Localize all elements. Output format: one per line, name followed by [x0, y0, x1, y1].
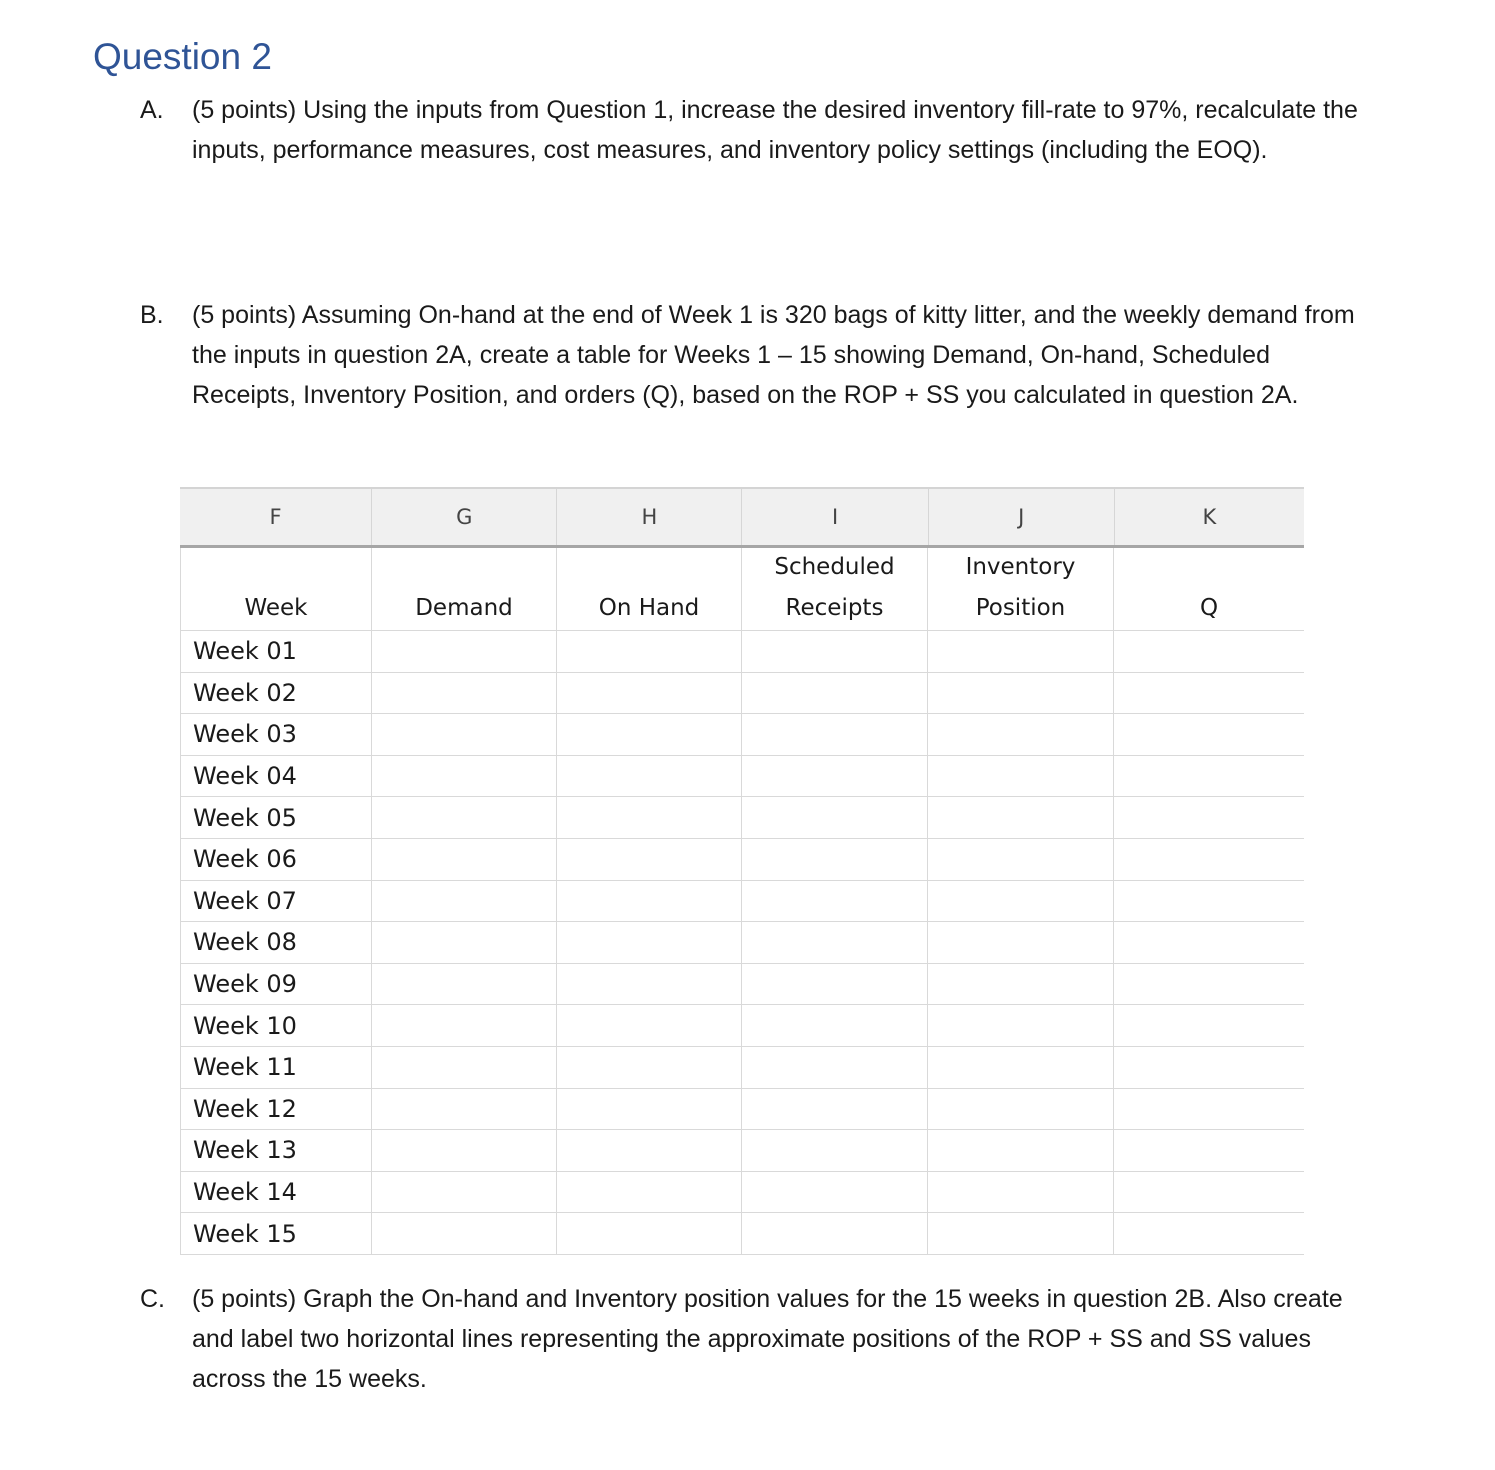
scheduled-receipts-cell[interactable]: [742, 756, 928, 797]
column-letter[interactable]: F: [180, 489, 372, 545]
column-letter[interactable]: J: [929, 489, 1115, 545]
inventory-position-cell[interactable]: [928, 797, 1114, 838]
table-row: [180, 631, 1304, 673]
demand-cell[interactable]: [372, 1089, 557, 1130]
demand-cell[interactable]: [372, 1172, 557, 1213]
table-row: [180, 1213, 1304, 1255]
inventory-position-cell[interactable]: [928, 1047, 1114, 1088]
demand-cell[interactable]: [372, 1130, 557, 1171]
scheduled-receipts-cell[interactable]: [742, 1047, 928, 1088]
scheduled-receipts-cell[interactable]: [742, 1089, 928, 1130]
inventory-position-cell[interactable]: [928, 631, 1114, 672]
header-on-hand[interactable]: [557, 548, 742, 630]
inventory-position-cell[interactable]: [928, 756, 1114, 797]
table-row: [180, 922, 1304, 964]
demand-cell[interactable]: [372, 673, 557, 714]
on-hand-cell[interactable]: [557, 881, 742, 922]
table-row: [180, 1089, 1304, 1131]
q-cell[interactable]: [1114, 922, 1304, 963]
inventory-position-cell[interactable]: [928, 881, 1114, 922]
week-cell[interactable]: Week 12: [180, 1089, 372, 1130]
on-hand-cell[interactable]: [557, 839, 742, 880]
scheduled-receipts-cell[interactable]: [742, 1005, 928, 1046]
scheduled-receipts-cell[interactable]: [742, 714, 928, 755]
week-cell[interactable]: Week 03: [180, 714, 372, 755]
on-hand-cell[interactable]: [557, 964, 742, 1005]
q-cell[interactable]: [1114, 1172, 1304, 1213]
scheduled-receipts-cell[interactable]: [742, 673, 928, 714]
week-cell[interactable]: Week 05: [180, 797, 372, 838]
week-cell[interactable]: Week 14: [180, 1172, 372, 1213]
scheduled-receipts-cell[interactable]: [742, 881, 928, 922]
table-row: [180, 1047, 1304, 1089]
table-row: [180, 756, 1304, 798]
inventory-position-cell[interactable]: [928, 1005, 1114, 1046]
q-cell[interactable]: [1114, 839, 1304, 880]
page-title: Question 2: [93, 36, 272, 77]
q-cell[interactable]: [1114, 1005, 1304, 1046]
demand-cell[interactable]: [372, 797, 557, 838]
week-cell[interactable]: Week 11: [180, 1047, 372, 1088]
inventory-position-cell[interactable]: [928, 964, 1114, 1005]
header-week[interactable]: [180, 548, 372, 630]
inventory-position-cell[interactable]: [928, 714, 1114, 755]
week-cell[interactable]: Week 15: [180, 1213, 372, 1254]
header-line2: Demand: [415, 595, 513, 621]
inventory-position-cell[interactable]: [928, 1130, 1114, 1171]
question-text: (5 points) Assuming On-hand at the end of Week 1 is 320 bags of kitty litter, and the weekly demand from the inputs in question 2A, create a table for Weeks 1 – 15 showing Demand, On-hand, Scheduled Receipts, Inventory Position, and orders (Q), based on the ROP + SS you calculated in question 2A.: [192, 301, 1355, 409]
scheduled-receipts-cell[interactable]: [742, 839, 928, 880]
scheduled-receipts-cell[interactable]: [742, 797, 928, 838]
on-hand-cell[interactable]: [557, 756, 742, 797]
demand-cell[interactable]: [372, 964, 557, 1005]
q-cell[interactable]: [1114, 881, 1304, 922]
header-line2: Week: [244, 595, 308, 621]
scheduled-receipts-cell[interactable]: [742, 1172, 928, 1213]
scheduled-receipts-cell[interactable]: [742, 1213, 928, 1254]
demand-cell[interactable]: [372, 922, 557, 963]
table-row: [180, 714, 1304, 756]
inventory-position-cell[interactable]: [928, 922, 1114, 963]
q-cell[interactable]: [1114, 1047, 1304, 1088]
on-hand-cell[interactable]: [557, 714, 742, 755]
q-cell[interactable]: [1114, 1089, 1304, 1130]
on-hand-cell[interactable]: [557, 1130, 742, 1171]
week-cell[interactable]: Week 09: [180, 964, 372, 1005]
header-line1: Scheduled: [774, 554, 895, 580]
on-hand-cell[interactable]: [557, 1172, 742, 1213]
on-hand-cell[interactable]: [557, 797, 742, 838]
on-hand-cell[interactable]: [557, 631, 742, 672]
table-row: [180, 1172, 1304, 1214]
spreadsheet-table: [180, 487, 1304, 1255]
table-row: [180, 839, 1304, 881]
demand-cell[interactable]: [372, 1213, 557, 1254]
inventory-position-cell[interactable]: [928, 839, 1114, 880]
table-row: [180, 1130, 1304, 1172]
q-cell[interactable]: [1114, 673, 1304, 714]
header-line1: Inventory: [965, 554, 1076, 580]
q-cell[interactable]: [1114, 714, 1304, 755]
week-cell[interactable]: Week 02: [180, 673, 372, 714]
scheduled-receipts-cell[interactable]: [742, 631, 928, 672]
question-text: (5 points) Graph the On-hand and Inventory position values for the 15 weeks in question 2B. Also create and label two horizontal lines representing the approximate positions of the ROP + SS and SS values across the 15 weeks.: [192, 1285, 1343, 1393]
scheduled-receipts-cell[interactable]: [742, 964, 928, 1005]
column-letter[interactable]: I: [742, 489, 928, 545]
on-hand-cell[interactable]: [557, 1089, 742, 1130]
table-header-row: [180, 548, 1304, 631]
table-row: [180, 673, 1304, 715]
header-line2: Receipts: [785, 595, 884, 621]
inventory-position-cell[interactable]: [928, 1089, 1114, 1130]
week-cell[interactable]: Week 08: [180, 922, 372, 963]
inventory-position-cell[interactable]: [928, 1172, 1114, 1213]
column-letter[interactable]: K: [1202, 505, 1217, 529]
scheduled-receipts-cell[interactable]: [742, 922, 928, 963]
q-cell[interactable]: [1114, 631, 1304, 672]
week-cell[interactable]: Week 10: [180, 1005, 372, 1046]
question-marker: C.: [140, 1285, 165, 1313]
q-cell[interactable]: [1114, 1213, 1304, 1254]
on-hand-cell[interactable]: [557, 673, 742, 714]
question-marker: A.: [140, 96, 164, 124]
demand-cell[interactable]: [372, 714, 557, 755]
demand-cell[interactable]: [372, 756, 557, 797]
week-cell[interactable]: Week 01: [180, 631, 372, 672]
demand-cell[interactable]: [372, 1047, 557, 1088]
week-cell[interactable]: Week 06: [180, 839, 372, 880]
inventory-position-cell[interactable]: [928, 1213, 1114, 1254]
header-q[interactable]: [1114, 548, 1304, 630]
demand-cell[interactable]: [372, 631, 557, 672]
q-cell[interactable]: [1114, 797, 1304, 838]
question-marker: B.: [140, 301, 164, 329]
table-row: [180, 964, 1304, 1006]
demand-cell[interactable]: [372, 839, 557, 880]
q-cell[interactable]: [1114, 964, 1304, 1005]
question-text: (5 points) Using the inputs from Question 1, increase the desired inventory fill-rate to 97%, recalculate the inputs, performance measures, cost measures, and inventory policy settings (including the EOQ).: [192, 96, 1358, 164]
week-cell[interactable]: Week 04: [180, 756, 372, 797]
q-cell[interactable]: [1114, 1130, 1304, 1171]
column-letter-header: [180, 487, 1304, 548]
header-line2: Q: [1199, 595, 1219, 621]
demand-cell[interactable]: [372, 1005, 557, 1046]
table-row: [180, 797, 1304, 839]
header-scheduled-receipts[interactable]: [742, 548, 928, 630]
on-hand-cell[interactable]: [557, 1047, 742, 1088]
inventory-position-cell[interactable]: [928, 673, 1114, 714]
scheduled-receipts-cell[interactable]: [742, 1130, 928, 1171]
column-letter[interactable]: G: [372, 489, 557, 545]
week-cell[interactable]: Week 13: [180, 1130, 372, 1171]
q-cell[interactable]: [1114, 756, 1304, 797]
header-inventory-position[interactable]: [928, 548, 1114, 630]
table-body: [180, 631, 1304, 1255]
header-line2: On Hand: [598, 595, 700, 621]
demand-cell[interactable]: [372, 881, 557, 922]
table-row: [180, 881, 1304, 923]
column-letter[interactable]: H: [557, 489, 742, 545]
header-line2: Position: [975, 595, 1066, 621]
week-cell[interactable]: Week 07: [180, 881, 372, 922]
on-hand-cell[interactable]: [557, 1213, 742, 1254]
on-hand-cell[interactable]: [557, 1005, 742, 1046]
table-row: [180, 1005, 1304, 1047]
on-hand-cell[interactable]: [557, 922, 742, 963]
header-demand[interactable]: [372, 548, 557, 630]
